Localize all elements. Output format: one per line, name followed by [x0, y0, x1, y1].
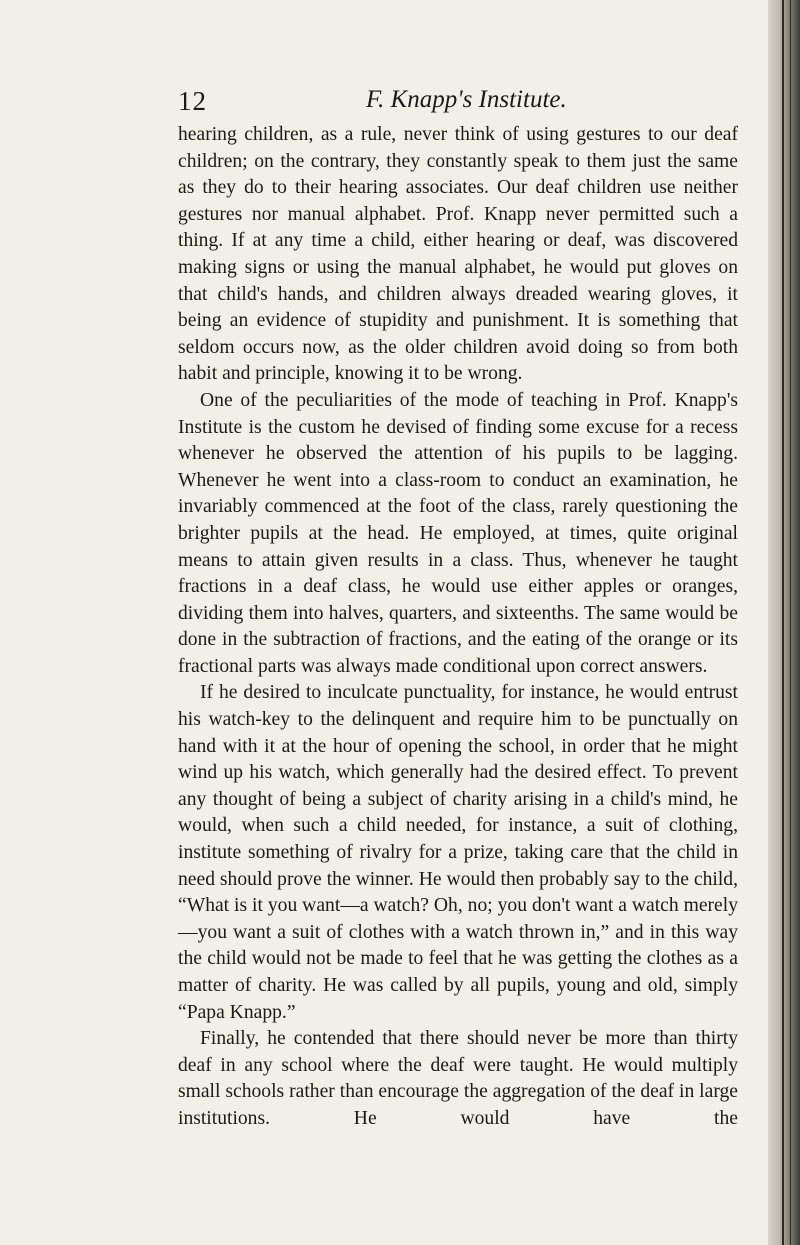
paragraph-continued: hearing children, as a rule, never think of using gestures to our deaf children; on the contrary, they constantly speak to them just the same as they do to their hearing associates. Our deaf children use neither gestures nor manual alphabet. Prof. Knapp never permitted such a thing. If at any time a child, either hearing or deaf, was discovered making signs or using the manual alphabet, he would put gloves on that child's hands, and children always dreaded wearing gloves, it being an evidence of stupidity and punishment. It is something that seldom occurs now, as the older children avoid doing so from both habit and principle, knowing it to be wrong.: [178, 124, 738, 385]
paragraph-teaching-peculiarities: One of the peculiarities of the mode of teaching in Prof. Knapp's Institute is the custom he devised of finding some excuse for a recess whenever he observed the attention of his pupils to be lagging. Whenever he went into a class-room to conduct an examination, he invariably commenced at the foot of the class, rarely questioning the brighter pupils at the head. He employed, at times, quite original means to attain given results in a class. Thus, whenever he taught fractions in a deaf class, he would use either apples or oranges, dividing them into halves, quarters, and sixteenths. The same would be done in the subtraction of fractions, and the eating of the orange or its fractional parts was always made conditional upon correct answers.: [178, 389, 738, 677]
paragraph-small-schools: Finally, he contended that there should never be more than thirty deaf in any school where the deaf were taught. He would multiply small schools rather than encourage the aggregation of the deaf in large institutions. He would have the: [178, 1028, 738, 1129]
page-number: 12: [178, 86, 207, 116]
paragraph-punctuality: If he desired to inculcate punctuality, for instance, he would entrust his watch-key to the delinquent and require him to be punctually on hand with it at the hour of opening the school, in order that he might wind up his watch, which generally had the desired effect. To prevent any thought of being a subject of charity arising in a child's mind, he would, when such a child needed, for instance, a suit of clothing, institute something of rivalry for a prize, taking care that the child in need should prove the winner. He would then probably say to the child, “What is it you want—a watch? Oh, no; you don't want a watch merely—you want a suit of clothes with a watch thrown in,” and in this way the child would not be made to feel that he was getting the clothes as a matter of charity. He was called by all pupils, young and old, simply “Papa Knapp.”: [178, 682, 738, 1023]
binding-edge: [768, 0, 800, 1245]
page-header: [0, 86, 768, 126]
body-text: [178, 122, 738, 1133]
running-title: F. Knapp's Institute.: [366, 86, 567, 113]
